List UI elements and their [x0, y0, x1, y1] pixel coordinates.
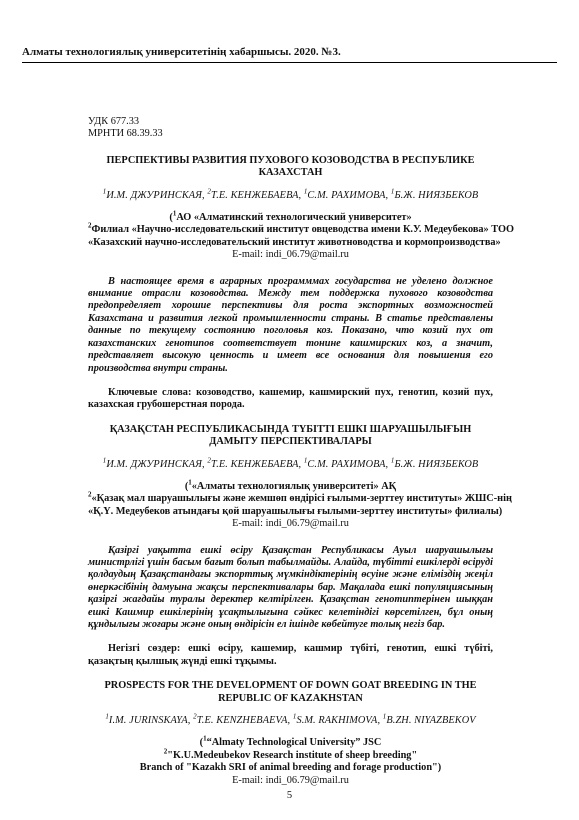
- author-sup: 1: [382, 712, 387, 721]
- author-sup: 1: [102, 187, 107, 196]
- author-name: B.ZH. NIYAZBEKOV: [386, 715, 476, 727]
- kz-affiliations: [88, 478, 512, 531]
- author-name: Б.Ж. НИЯЗБЕКОВ: [394, 458, 479, 470]
- author-sup: 2: [207, 456, 212, 465]
- ru-affil-3: «Казахский научно-исследовательский институт животноводства и кормопроизводства»: [88, 236, 501, 248]
- affil-sup: 1: [172, 209, 177, 218]
- author-sup: 1: [390, 187, 395, 196]
- affil-text: Филиал «Научно-исследовательский институт овцеводства имени К.У. Медеубекова» ТОО: [91, 224, 515, 236]
- kz-email: E-mail: indi_06.79@mail.ru: [232, 518, 349, 530]
- ru-authors: [88, 187, 493, 202]
- author-name: T.E. KENZHEBAEVA,: [196, 715, 293, 727]
- en-affiliations: [88, 737, 493, 787]
- author-sup: 1: [105, 712, 109, 721]
- kz-title-line-1: ҚАЗАҚСТАН РЕСПУБЛИКАСЫНДА ТҮБІТТІ ЕШКІ ШАРУАШЫЛЫҒЫН: [109, 423, 472, 435]
- author-sup: 1: [303, 456, 308, 465]
- author-name: Т.Е. КЕНЖЕБАЕВА,: [211, 189, 304, 201]
- ru-email: E-mail: indi_06.79@mail.ru: [232, 249, 349, 261]
- author-sup: 1: [390, 456, 395, 465]
- ru-affiliations: [88, 209, 515, 262]
- kz-section: [88, 423, 512, 669]
- ru-title-line-1: ПЕРСПЕКТИВЫ РАЗВИТИЯ ПУХОВОГО КОЗОВОДСТВА В РЕСПУБЛИКЕ: [106, 154, 475, 166]
- affil-sup: 2: [88, 222, 92, 231]
- author-sup: 2: [207, 187, 212, 196]
- article-body: [88, 116, 515, 787]
- author-name: Б.Ж. НИЯЗБЕКОВ: [394, 189, 479, 201]
- affil-sup: 1: [188, 478, 192, 487]
- kz-title-line-2: ДАМЫТУ ПЕРСПЕКТИВАЛАРЫ: [209, 436, 372, 448]
- mrnti-code: МРНТИ 68.39.33: [88, 128, 163, 140]
- author-name: С.М. РАХИМОВА,: [307, 458, 391, 470]
- journal-header: Алматы технологиялық университетінің хабаршысы. 2020. №3.: [22, 46, 557, 63]
- en-email: E-mail: indi_06.79@mail.ru: [232, 774, 349, 786]
- ru-abstract: В настоящее время в аграрных программмах государства не уделено должное внимание отрасли козоводства. Между тем поддержка пухового козоводства предопределяет хорошие перспективы для роста экспортных возможностей Казахстана и развития легкой промышленности страны. В статье представлены данные по текущему состоянию поголовья коз. Показано, что козий пух от казахстанских генотипов соответствует тонине кашмирских коз, а значит, представляет высокую ценность и имеет все основания для повышения его производства внутри страны.: [88, 275, 493, 374]
- author-name: Т.Е. КЕНЖЕБАЕВА,: [211, 458, 304, 470]
- author-name: I.M. JURINSKAYA,: [108, 715, 194, 727]
- affil-text: “Almaty Technological University” JSC: [206, 737, 382, 749]
- author-name: S.M. RAKHIMOVA,: [296, 715, 383, 727]
- kz-affil-2: [88, 490, 512, 505]
- en-title-line-1: PROSPECTS FOR THE DEVELOPMENT OF DOWN GOAT BREEDING IN THE: [104, 680, 477, 692]
- author-name: И.М. ДЖУРИНСКАЯ,: [106, 458, 208, 470]
- en-authors: [88, 712, 493, 727]
- ru-title-line-2: КАЗАХСТАН: [258, 167, 323, 179]
- page-number: 5: [286, 790, 293, 801]
- kz-title: [88, 424, 493, 449]
- en-affil-3: Branch of "Kazakh SRI of animal breeding and forage production"): [139, 762, 442, 774]
- kz-abstract: Қазіргі уақытта ешкі өсіру Қазақстан Республикасы Ауыл шаруашылығы министрлігі үшін басым бағыт болып табылмайды. Алайда, түбітті ешкілерді өсіруді қолдаудың Қазақстандағы экспорттық мүмкіндіктерінің өсуіне және еліміздің жеңіл өнеркәсібінің дамуына жақсы перспективалары бар. Мақалада ешкі популяциясының қазіргі жағдайы туралы деректер келтірілген. Қазақстан генотиптерінен шыққан ешкі Кашмир ешкілерінің ұсақтылығына сәйкес келетіндігі көрсетілген, бұл оның құндылығы жоғары және оның өндірісін ел ішінде көбейтуге толық негіз бар.: [88, 544, 493, 630]
- author-sup: 1: [292, 712, 297, 721]
- author-sup: 1: [102, 456, 107, 465]
- affil-sup: 2: [163, 747, 168, 756]
- affil-sup: 2: [88, 490, 92, 499]
- affil-text: «Алматы технологиялық университеті» АҚ: [191, 480, 397, 492]
- en-title-line-2: REPUBLIC OF KAZAKHSTAN: [218, 692, 363, 704]
- author-sup: 1: [303, 187, 308, 196]
- en-title: [88, 680, 493, 705]
- author-sup: 2: [193, 712, 197, 721]
- udk-code: УДК 677.33: [88, 116, 140, 127]
- kz-affil-3: «Қ.Ү. Медеубеков атындағы қой шаруашылығы ғылыми-зерттеу институты» филиалы): [88, 505, 503, 517]
- ru-affil-1: ($^1$АО «Алматинский технологический университет»: [169, 209, 412, 224]
- ru-affil-2: [88, 222, 515, 236]
- en-affil-2: [88, 747, 493, 762]
- affil-text: «Қазақ мал шаруашылығы және жемшөп өндірісі ғылыми-зерттеу институты» ЖШС-нің: [91, 493, 512, 505]
- kz-affil-1: ($^1$«Алматы технологиялық университеті» АҚ: [184, 478, 397, 492]
- author-name: И.М. ДЖУРИНСКАЯ,: [106, 189, 208, 201]
- kz-keywords: Негізгі сөздер: ешкі өсіру, кашемир, кашмир түбіті, генотип, ешкі түбіті, қазақтың қылшық жүнді ешкі тұқымы.: [88, 643, 493, 667]
- author-name: С.М. РАХИМОВА,: [307, 189, 391, 201]
- affil-text: "K.U.Medeubekov Research institute of sheep breeding": [167, 749, 418, 761]
- affil-text: АО «Алматинский технологический университет»: [176, 212, 412, 224]
- kz-authors: [88, 456, 493, 471]
- ru-title: [88, 155, 493, 180]
- en-section: [88, 680, 493, 787]
- affil-sup: 1: [203, 735, 207, 744]
- en-affil-1: ($^1$“Almaty Technological University” JSC: [199, 735, 382, 749]
- ru-keywords: Ключевые слова: козоводство, кашемир, кашмирский пух, генотип, козий пух, казахская грубошерстная порода.: [88, 386, 493, 411]
